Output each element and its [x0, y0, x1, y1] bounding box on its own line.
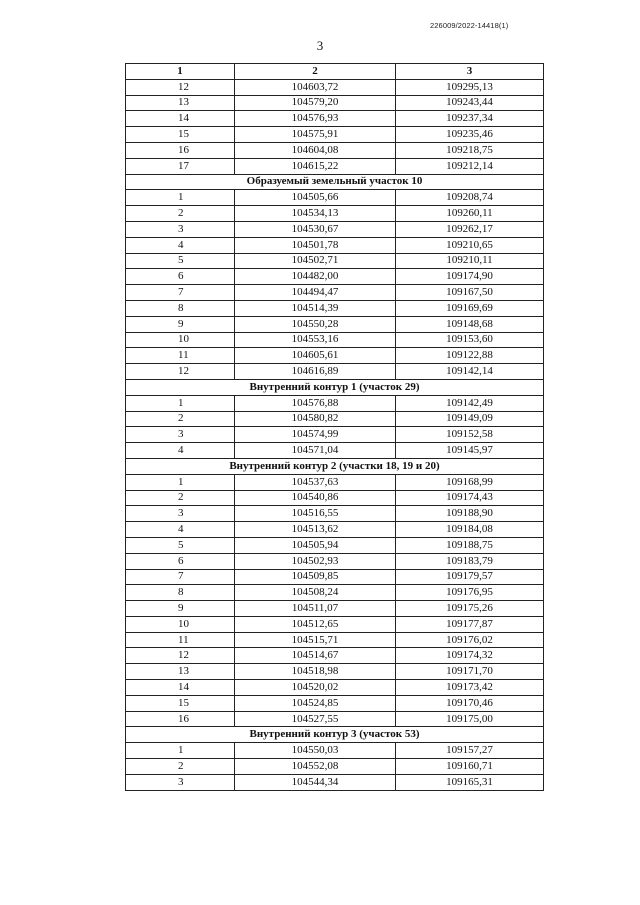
x-coordinate-cell: 104514,67: [235, 648, 396, 664]
y-coordinate-cell: 109142,14: [396, 364, 544, 380]
point-number-cell: 3: [126, 774, 235, 790]
y-coordinate-cell: 109174,32: [396, 648, 544, 664]
x-coordinate-cell: 104576,88: [235, 395, 396, 411]
section-title: Внутренний контур 3 (участок 53): [126, 727, 544, 743]
point-number-cell: 4: [126, 237, 235, 253]
point-number-cell: 8: [126, 585, 235, 601]
x-coordinate-cell: 104579,20: [235, 95, 396, 111]
table-row: [126, 759, 544, 775]
y-coordinate-cell: 109142,49: [396, 395, 544, 411]
table-row: [126, 537, 544, 553]
table-row: [126, 743, 544, 759]
point-number-cell: 3: [126, 427, 235, 443]
x-coordinate-cell: 104537,63: [235, 474, 396, 490]
y-coordinate-cell: 109169,69: [396, 300, 544, 316]
x-coordinate-cell: 104550,28: [235, 316, 396, 332]
table-row: [126, 395, 544, 411]
y-coordinate-cell: 109188,90: [396, 506, 544, 522]
table-row: [126, 237, 544, 253]
y-coordinate-cell: 109218,75: [396, 142, 544, 158]
x-coordinate-cell: 104574,99: [235, 427, 396, 443]
x-coordinate-cell: 104605,61: [235, 348, 396, 364]
point-number-cell: 15: [126, 695, 235, 711]
table-row: [126, 253, 544, 269]
point-number-cell: 2: [126, 490, 235, 506]
table-row: [126, 711, 544, 727]
x-coordinate-cell: 104616,89: [235, 364, 396, 380]
point-number-cell: 8: [126, 300, 235, 316]
coordinates-table: [125, 63, 544, 791]
y-coordinate-cell: 109174,43: [396, 490, 544, 506]
table-row: [126, 474, 544, 490]
point-number-cell: 2: [126, 206, 235, 222]
table-row: [126, 300, 544, 316]
x-coordinate-cell: 104482,00: [235, 269, 396, 285]
table-row: [126, 648, 544, 664]
x-coordinate-cell: 104544,34: [235, 774, 396, 790]
y-coordinate-cell: 109153,60: [396, 332, 544, 348]
x-coordinate-cell: 104527,55: [235, 711, 396, 727]
y-coordinate-cell: 109177,87: [396, 616, 544, 632]
table-row: [126, 127, 544, 143]
point-number-cell: 15: [126, 127, 235, 143]
table-row: [126, 616, 544, 632]
x-coordinate-cell: 104514,39: [235, 300, 396, 316]
y-coordinate-cell: 109152,58: [396, 427, 544, 443]
x-coordinate-cell: 104615,22: [235, 158, 396, 174]
x-coordinate-cell: 104502,93: [235, 553, 396, 569]
y-coordinate-cell: 109176,02: [396, 632, 544, 648]
y-coordinate-cell: 109179,57: [396, 569, 544, 585]
table-row: [126, 506, 544, 522]
x-coordinate-cell: 104520,02: [235, 680, 396, 696]
table-row: [126, 695, 544, 711]
section-title-row: [126, 379, 544, 395]
y-coordinate-cell: 109235,46: [396, 127, 544, 143]
y-coordinate-cell: 109171,70: [396, 664, 544, 680]
y-coordinate-cell: 109295,13: [396, 79, 544, 95]
y-coordinate-cell: 109262,17: [396, 221, 544, 237]
x-coordinate-cell: 104534,13: [235, 206, 396, 222]
y-coordinate-cell: 109149,09: [396, 411, 544, 427]
table-row: [126, 158, 544, 174]
table-row: [126, 774, 544, 790]
section-title-row: [126, 458, 544, 474]
x-coordinate-cell: 104540,86: [235, 490, 396, 506]
table-row: [126, 411, 544, 427]
x-coordinate-cell: 104515,71: [235, 632, 396, 648]
table-row: [126, 269, 544, 285]
header-col-1: 1: [126, 64, 235, 80]
point-number-cell: 9: [126, 601, 235, 617]
x-coordinate-cell: 104553,16: [235, 332, 396, 348]
y-coordinate-cell: 109260,11: [396, 206, 544, 222]
y-coordinate-cell: 109174,90: [396, 269, 544, 285]
section-title: Образуемый земельный участок 10: [126, 174, 544, 190]
table-row: [126, 364, 544, 380]
table-row: [126, 95, 544, 111]
y-coordinate-cell: 109122,88: [396, 348, 544, 364]
y-coordinate-cell: 109212,14: [396, 158, 544, 174]
table-row: [126, 601, 544, 617]
y-coordinate-cell: 109175,00: [396, 711, 544, 727]
point-number-cell: 6: [126, 269, 235, 285]
x-coordinate-cell: 104513,62: [235, 522, 396, 538]
x-coordinate-cell: 104603,72: [235, 79, 396, 95]
table-row: [126, 553, 544, 569]
table-row: [126, 585, 544, 601]
y-coordinate-cell: 109170,46: [396, 695, 544, 711]
x-coordinate-cell: 104508,24: [235, 585, 396, 601]
point-number-cell: 14: [126, 680, 235, 696]
header-col-2: 2: [235, 64, 396, 80]
point-number-cell: 9: [126, 316, 235, 332]
point-number-cell: 1: [126, 395, 235, 411]
point-number-cell: 16: [126, 142, 235, 158]
point-number-cell: 16: [126, 711, 235, 727]
y-coordinate-cell: 109157,27: [396, 743, 544, 759]
table-row: [126, 569, 544, 585]
point-number-cell: 4: [126, 443, 235, 459]
x-coordinate-cell: 104550,03: [235, 743, 396, 759]
point-number-cell: 1: [126, 190, 235, 206]
table-row: [126, 680, 544, 696]
point-number-cell: 11: [126, 348, 235, 364]
x-coordinate-cell: 104501,78: [235, 237, 396, 253]
y-coordinate-cell: 109210,11: [396, 253, 544, 269]
point-number-cell: 12: [126, 648, 235, 664]
table-header-row: [126, 64, 544, 80]
table-row: [126, 221, 544, 237]
y-coordinate-cell: 109160,71: [396, 759, 544, 775]
x-coordinate-cell: 104505,66: [235, 190, 396, 206]
y-coordinate-cell: 109184,08: [396, 522, 544, 538]
x-coordinate-cell: 104571,04: [235, 443, 396, 459]
section-title-row: [126, 727, 544, 743]
y-coordinate-cell: 109168,99: [396, 474, 544, 490]
table-row: [126, 190, 544, 206]
y-coordinate-cell: 109237,34: [396, 111, 544, 127]
x-coordinate-cell: 104505,94: [235, 537, 396, 553]
point-number-cell: 10: [126, 616, 235, 632]
table-row: [126, 332, 544, 348]
x-coordinate-cell: 104512,65: [235, 616, 396, 632]
point-number-cell: 5: [126, 253, 235, 269]
x-coordinate-cell: 104530,67: [235, 221, 396, 237]
x-coordinate-cell: 104604,08: [235, 142, 396, 158]
point-number-cell: 5: [126, 537, 235, 553]
point-number-cell: 3: [126, 221, 235, 237]
point-number-cell: 11: [126, 632, 235, 648]
y-coordinate-cell: 109145,97: [396, 443, 544, 459]
y-coordinate-cell: 109148,68: [396, 316, 544, 332]
point-number-cell: 2: [126, 759, 235, 775]
table-row: [126, 664, 544, 680]
x-coordinate-cell: 104516,55: [235, 506, 396, 522]
y-coordinate-cell: 109165,31: [396, 774, 544, 790]
table-row: [126, 206, 544, 222]
point-number-cell: 4: [126, 522, 235, 538]
point-number-cell: 13: [126, 95, 235, 111]
x-coordinate-cell: 104576,93: [235, 111, 396, 127]
section-title-row: [126, 174, 544, 190]
point-number-cell: 6: [126, 553, 235, 569]
table-row: [126, 427, 544, 443]
table-row: [126, 79, 544, 95]
x-coordinate-cell: 104580,82: [235, 411, 396, 427]
table-row: [126, 348, 544, 364]
document-id: 226009/2022-14418(1): [430, 21, 509, 30]
y-coordinate-cell: 109208,74: [396, 190, 544, 206]
header-col-3: 3: [396, 64, 544, 80]
x-coordinate-cell: 104511,07: [235, 601, 396, 617]
point-number-cell: 7: [126, 569, 235, 585]
y-coordinate-cell: 109210,65: [396, 237, 544, 253]
table-row: [126, 316, 544, 332]
section-title: Внутренний контур 2 (участки 18, 19 и 20): [126, 458, 544, 474]
point-number-cell: 3: [126, 506, 235, 522]
point-number-cell: 13: [126, 664, 235, 680]
y-coordinate-cell: 109167,50: [396, 285, 544, 301]
y-coordinate-cell: 109188,75: [396, 537, 544, 553]
x-coordinate-cell: 104524,85: [235, 695, 396, 711]
table-row: [126, 111, 544, 127]
table-row: [126, 443, 544, 459]
point-number-cell: 10: [126, 332, 235, 348]
point-number-cell: 2: [126, 411, 235, 427]
x-coordinate-cell: 104575,91: [235, 127, 396, 143]
section-title: Внутренний контур 1 (участок 29): [126, 379, 544, 395]
y-coordinate-cell: 109176,95: [396, 585, 544, 601]
point-number-cell: 7: [126, 285, 235, 301]
table-row: [126, 142, 544, 158]
y-coordinate-cell: 109183,79: [396, 553, 544, 569]
point-number-cell: 12: [126, 79, 235, 95]
table-row: [126, 632, 544, 648]
page-number: 3: [316, 38, 324, 53]
table-row: [126, 522, 544, 538]
x-coordinate-cell: 104494,47: [235, 285, 396, 301]
x-coordinate-cell: 104502,71: [235, 253, 396, 269]
point-number-cell: 17: [126, 158, 235, 174]
x-coordinate-cell: 104509,85: [235, 569, 396, 585]
point-number-cell: 1: [126, 743, 235, 759]
table-row: [126, 285, 544, 301]
table-row: [126, 490, 544, 506]
point-number-cell: 12: [126, 364, 235, 380]
x-coordinate-cell: 104552,08: [235, 759, 396, 775]
x-coordinate-cell: 104518,98: [235, 664, 396, 680]
y-coordinate-cell: 109243,44: [396, 95, 544, 111]
point-number-cell: 1: [126, 474, 235, 490]
y-coordinate-cell: 109173,42: [396, 680, 544, 696]
y-coordinate-cell: 109175,26: [396, 601, 544, 617]
point-number-cell: 14: [126, 111, 235, 127]
